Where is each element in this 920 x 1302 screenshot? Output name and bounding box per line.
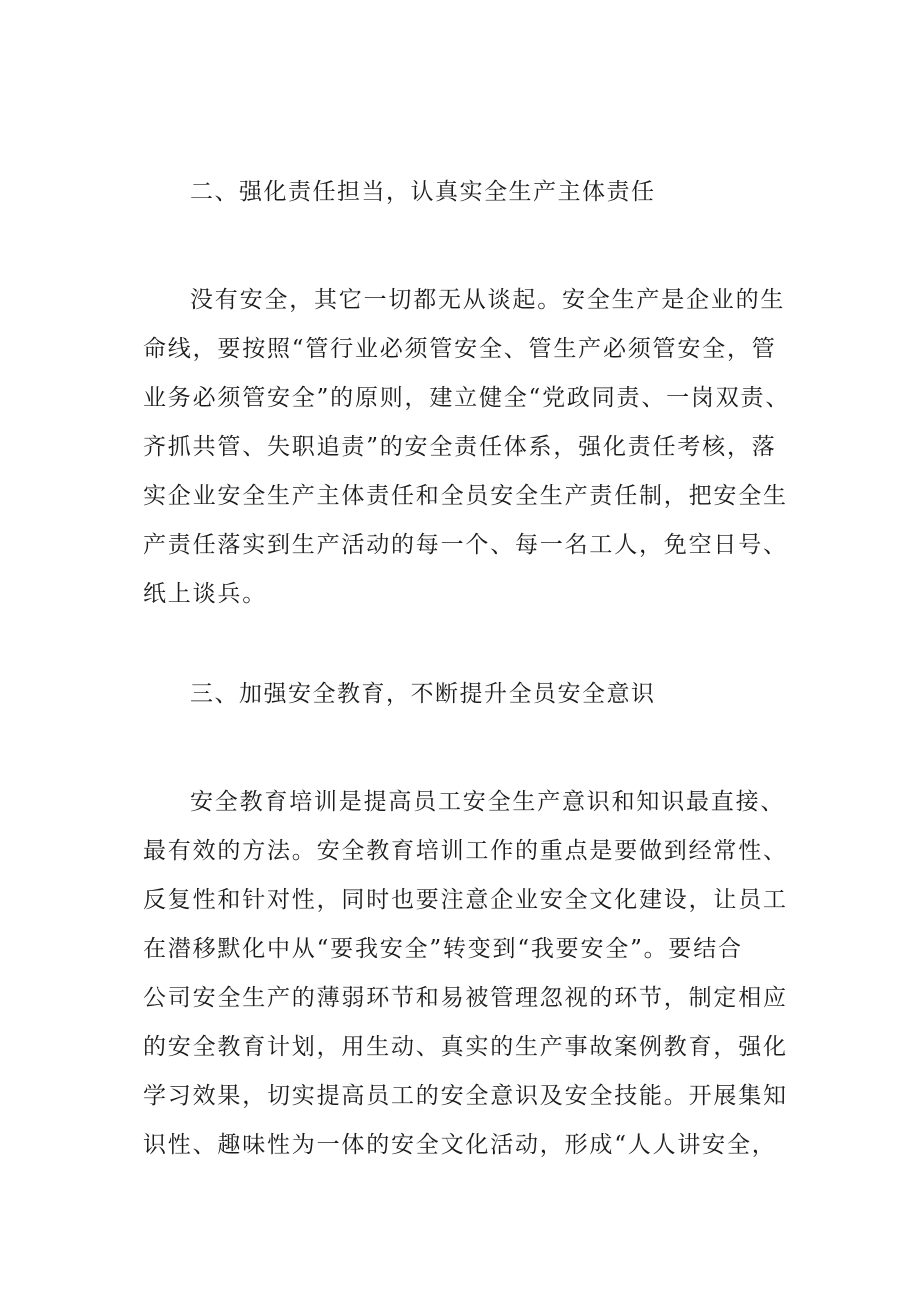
paragraph-line: 安全教育培训是提高员工安全生产意识和知识最直接、 (190, 789, 786, 815)
paragraph-line: 没有安全，其它一切都无从谈起。安全生产是企业的生 (190, 287, 786, 313)
paragraph-line: 命线，要按照“管行业必须管安全、管生产必须管安全，管 (143, 336, 777, 362)
section-2-heading: 二、强化责任担当，认真实全生产主体责任 (190, 179, 656, 205)
paragraph-line: 公司安全生产的薄弱环节和易被管理忽视的环节，制定相应 (143, 985, 788, 1011)
paragraph-line: 实企业安全生产主体责任和全员安全生产责任制，把安全生 (143, 483, 788, 509)
paragraph-line: 识性、趣味性为一体的安全文化活动，形成“人人讲安全， (143, 1132, 777, 1158)
paragraph-line: 在潜移默化中从“要我安全”转变到“我要安全”。要结合 (143, 936, 743, 962)
paragraph-line: 齐抓共管、失职追责”的安全责任体系，强化责任考核，落 (143, 434, 777, 460)
paragraph-line: 纸上谈兵。 (143, 581, 267, 607)
paragraph-line: 产责任落实到生产活动的每一个、每一名工人，免空日号、 (143, 532, 788, 558)
paragraph-line: 最有效的方法。安全教育培训工作的重点是要做到经常性、 (143, 838, 788, 864)
paragraph-line: 反复性和针对性，同时也要注意企业安全文化建设，让员工 (143, 887, 788, 913)
paragraph-line: 业务必须管安全”的原则，建立健全“党政同责、一岗双责、 (143, 385, 791, 411)
section-2-paragraph (143, 276, 791, 619)
section-3-paragraph (143, 778, 788, 1170)
paragraph-line: 学习效果，切实提高员工的安全意识及安全技能。开展集知 (143, 1083, 788, 1109)
section-3-heading: 三、加强安全教育，不断提升全员安全意识 (190, 681, 656, 707)
paragraph-line: 的安全教育计划，用生动、真实的生产事故案例教育，强化 (143, 1034, 788, 1060)
